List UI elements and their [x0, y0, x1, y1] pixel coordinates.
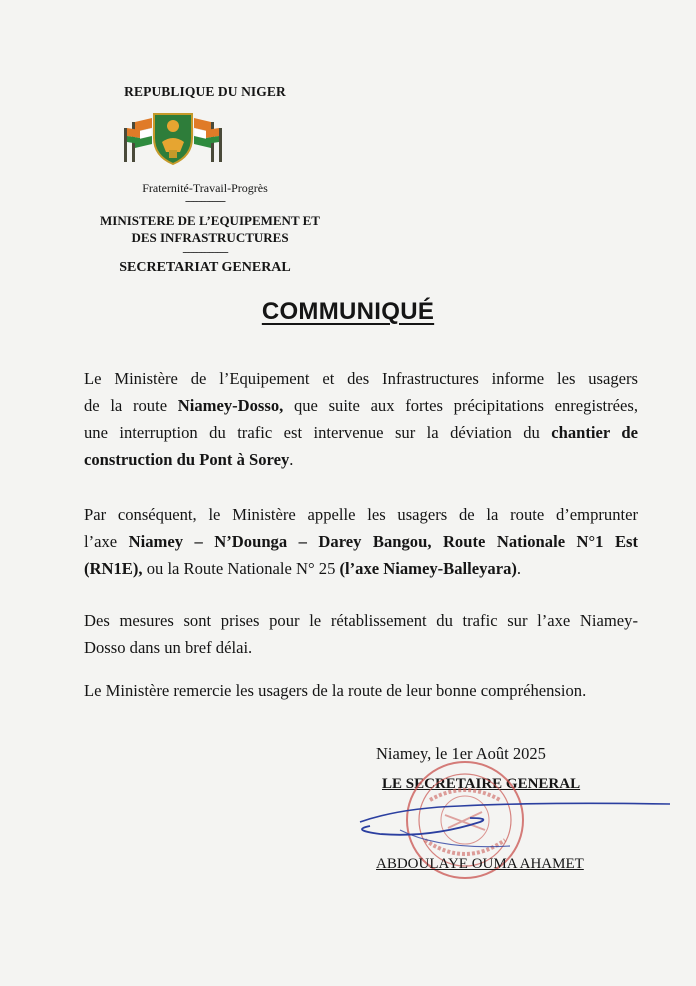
text-run: ou la Route Nationale N° 25 [142, 559, 340, 578]
signatory-name: ABDOULAYE OUMA AHAMET [376, 856, 584, 872]
place-and-date: Niamey, le 1er Août 2025 [376, 744, 546, 763]
secretariat-heading: SECRETARIAT GENERAL [119, 260, 291, 275]
national-motto: Fraternité-Travail-Progrès [142, 181, 268, 195]
paragraph-line [84, 634, 638, 661]
ministry-name-line1: MINISTERE DE L’EQUIPEMENT ET [100, 213, 320, 228]
bold-text-run: (l’axe Niamey-Balleyara) [339, 559, 517, 578]
text-run: Le Ministère de l’Equipement et des Infrastructures informe les usagers [84, 369, 638, 388]
text-run: l’axe [84, 532, 129, 551]
paragraph-line [84, 677, 638, 704]
paragraph-1 [84, 365, 638, 473]
text-run: Des mesures sont prises pour le rétablissement du trafic sur l’axe Niamey- [84, 611, 638, 630]
niger-coat-of-arms-icon [118, 108, 228, 168]
bold-text-run: (RN1E), [84, 559, 143, 578]
paragraph-line [84, 365, 638, 392]
paragraph-4 [84, 677, 638, 704]
text-run: que suite aux fortes précipitations enregistrées, [283, 396, 639, 415]
text-run: Le Ministère remercie les usagers de la route de leur bonne compréhension. [84, 681, 587, 700]
text-run: Dosso dans un bref délai. [84, 638, 253, 657]
republic-heading: REPUBLIQUE DU NIGER [124, 84, 286, 99]
paragraph-line [84, 446, 638, 473]
official-stamp-and-signature [340, 760, 680, 900]
paragraph-line [84, 607, 638, 634]
text-run: . [289, 450, 294, 469]
document-title: COMMUNIQUÉ [261, 298, 435, 325]
text-run: . [516, 559, 522, 578]
paragraph-2 [84, 501, 638, 582]
bold-text-run: Niamey-Dosso, [177, 396, 284, 415]
bold-text-run: construction du Pont à Sorey [84, 450, 290, 469]
bold-text-run: Niamey – N’Dounga – Darey Bangou, Route Nationale N°1 Est [128, 532, 638, 551]
header-separator: ----------------- [182, 246, 228, 258]
bold-text-run: chantier de [551, 423, 638, 442]
paragraph-line [84, 501, 638, 528]
paragraph-line [84, 419, 638, 446]
paragraph-3 [84, 607, 638, 661]
text-run: Par conséquent, le Ministère appelle les usagers de la route d’emprunter [84, 505, 638, 524]
paragraph-line [84, 528, 638, 555]
header-separator: --------------- [185, 195, 225, 207]
ministry-name-line2: DES INFRASTRUCTURES [131, 230, 289, 245]
ministry-name [70, 212, 350, 246]
paragraph-line [84, 392, 638, 419]
paragraph-line [84, 555, 638, 582]
signatory-title: LE SECRETAIRE GENERAL [382, 776, 581, 792]
text-run: une interruption du trafic est intervenue sur la déviation du [84, 423, 552, 442]
text-run: de la route [84, 396, 178, 415]
